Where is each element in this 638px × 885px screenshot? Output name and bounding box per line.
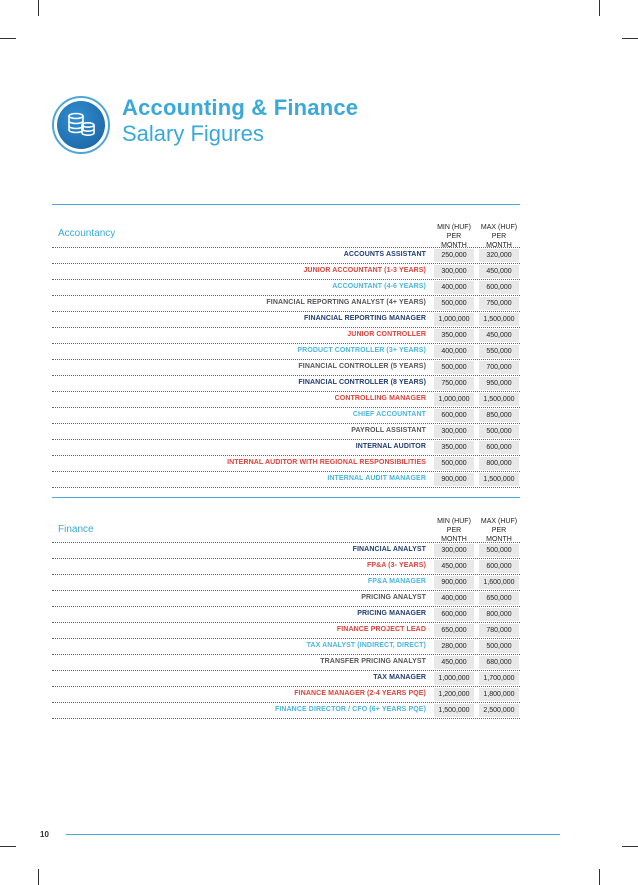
- job-title: JUNIOR CONTROLLER: [347, 331, 426, 338]
- job-title: FINANCE PROJECT LEAD: [336, 626, 426, 633]
- min-salary-cell: 900,000: [434, 473, 474, 486]
- max-salary-cell: 850,000: [479, 409, 519, 422]
- page-title: Accounting & Finance: [122, 95, 359, 120]
- min-salary-cell: 300,000: [434, 265, 474, 278]
- min-salary-cell: 500,000: [434, 361, 474, 374]
- table-row: [52, 687, 520, 703]
- min-salary-cell: 600,000: [434, 409, 474, 422]
- max-salary-cell: 500,000: [479, 640, 519, 653]
- min-salary-cell: 450,000: [434, 560, 474, 573]
- header-line: MONTH: [441, 242, 467, 249]
- job-title: INTERNAL AUDITOR WITH REGIONAL RESPONSIBILITIES: [227, 459, 426, 466]
- job-title: ACCOUNTS ASSISTANT: [343, 251, 426, 258]
- min-salary-cell: 650,000: [434, 624, 474, 637]
- crop-mark: [0, 38, 16, 39]
- min-salary-cell: 400,000: [434, 345, 474, 358]
- crop-mark: [599, 869, 600, 885]
- header-line: MIN (HUF): [437, 518, 471, 525]
- job-title: INTERNAL AUDIT MANAGER: [327, 475, 426, 482]
- table-row: [52, 472, 520, 488]
- table-row: [52, 264, 520, 280]
- job-title: INTERNAL AUDITOR: [355, 443, 426, 450]
- max-salary-cell: 550,000: [479, 345, 519, 358]
- header-line: MAX (HUF): [480, 518, 518, 525]
- min-salary-cell: 500,000: [434, 297, 474, 310]
- crop-mark: [599, 0, 600, 16]
- min-salary-cell: 450,000: [434, 656, 474, 669]
- table-row: [52, 280, 520, 296]
- table-row: [52, 559, 520, 575]
- max-salary-cell: 450,000: [479, 265, 519, 278]
- table-row: [52, 456, 520, 472]
- max-salary-cell: 1,800,000: [479, 688, 519, 701]
- page-number: 10: [40, 830, 49, 839]
- max-salary-cell: 2,500,000: [479, 704, 519, 717]
- min-salary-cell: 1,500,000: [434, 704, 474, 717]
- max-salary-cell: 1,500,000: [479, 473, 519, 486]
- table-row: [52, 591, 520, 607]
- header-line: PER: [446, 233, 462, 240]
- header-line: PER: [491, 233, 507, 240]
- table-row: [52, 424, 520, 440]
- page-subtitle: Salary Figures: [122, 121, 264, 146]
- table-row: [52, 248, 520, 264]
- header-line: MAX (HUF): [480, 224, 518, 231]
- min-salary-cell: 300,000: [434, 425, 474, 438]
- job-title: PRICING ANALYST: [361, 594, 426, 601]
- table-row: [52, 703, 520, 719]
- min-column-header: [434, 517, 474, 544]
- job-title: FINANCIAL CONTROLLER (8 YEARS): [298, 379, 426, 386]
- job-title: CONTROLLING MANAGER: [334, 395, 426, 402]
- section-label: Finance: [58, 524, 94, 535]
- section-rule: [52, 497, 520, 498]
- crop-mark: [38, 0, 39, 16]
- job-title: FINANCIAL REPORTING ANALYST (4+ YEARS): [266, 299, 426, 306]
- min-salary-cell: 900,000: [434, 576, 474, 589]
- min-salary-cell: 250,000: [434, 249, 474, 262]
- min-salary-cell: 1,000,000: [434, 393, 474, 406]
- header-line: MONTH: [486, 242, 512, 249]
- job-title: FINANCIAL CONTROLLER (5 YEARS): [298, 363, 426, 370]
- table-row: [52, 312, 520, 328]
- finance-rows: [52, 542, 520, 719]
- table-row: [52, 655, 520, 671]
- max-salary-cell: 650,000: [479, 592, 519, 605]
- min-salary-cell: 300,000: [434, 544, 474, 557]
- max-salary-cell: 800,000: [479, 608, 519, 621]
- min-salary-cell: 400,000: [434, 592, 474, 605]
- max-salary-cell: 600,000: [479, 441, 519, 454]
- max-salary-cell: 500,000: [479, 544, 519, 557]
- min-salary-cell: 280,000: [434, 640, 474, 653]
- table-row: [52, 328, 520, 344]
- max-salary-cell: 780,000: [479, 624, 519, 637]
- job-title: JUNIOR ACCOUNTANT (1-3 YEARS): [303, 267, 426, 274]
- max-salary-cell: 1,500,000: [479, 393, 519, 406]
- table-row: [52, 575, 520, 591]
- max-salary-cell: 750,000: [479, 297, 519, 310]
- header-line: PER: [446, 527, 462, 534]
- crop-mark: [0, 846, 16, 847]
- header-line: MONTH: [441, 536, 467, 543]
- header-line: PER: [491, 527, 507, 534]
- job-title: CHIEF ACCOUNTANT: [352, 411, 426, 418]
- table-row: [52, 296, 520, 312]
- accountancy-section: [52, 204, 520, 483]
- max-column-header: [479, 223, 519, 250]
- table-row: [52, 639, 520, 655]
- job-title: TAX ANALYST (INDIRECT, DIRECT): [306, 642, 426, 649]
- table-row: [52, 623, 520, 639]
- job-title: PRICING MANAGER: [357, 610, 426, 617]
- table-row: [52, 607, 520, 623]
- max-salary-cell: 1,600,000: [479, 576, 519, 589]
- section-label: Accountancy: [58, 228, 116, 239]
- min-salary-cell: 350,000: [434, 329, 474, 342]
- max-salary-cell: 600,000: [479, 560, 519, 573]
- max-salary-cell: 950,000: [479, 377, 519, 390]
- min-salary-cell: 750,000: [434, 377, 474, 390]
- min-salary-cell: 500,000: [434, 457, 474, 470]
- footer-rule: [66, 834, 560, 835]
- job-title: FINANCIAL ANALYST: [352, 546, 426, 553]
- job-title: TAX MANAGER: [373, 674, 426, 681]
- min-salary-cell: 1,000,000: [434, 672, 474, 685]
- header-line: MIN (HUF): [437, 224, 471, 231]
- job-title: ACCOUNTANT (4-6 YEARS): [332, 283, 426, 290]
- max-salary-cell: 320,000: [479, 249, 519, 262]
- crop-mark: [622, 846, 638, 847]
- table-row: [52, 360, 520, 376]
- table-row: [52, 376, 520, 392]
- max-salary-cell: 600,000: [479, 281, 519, 294]
- max-salary-cell: 800,000: [479, 457, 519, 470]
- job-title: FINANCE DIRECTOR / CFO (6+ YEARS PQE): [274, 706, 426, 713]
- min-salary-cell: 1,200,000: [434, 688, 474, 701]
- accountancy-rows: [52, 247, 520, 488]
- max-column-header: [479, 517, 519, 544]
- max-salary-cell: 1,500,000: [479, 313, 519, 326]
- crop-mark: [38, 869, 39, 885]
- min-salary-cell: 1,000,000: [434, 313, 474, 326]
- max-salary-cell: 1,700,000: [479, 672, 519, 685]
- min-salary-cell: 600,000: [434, 608, 474, 621]
- table-row: [52, 440, 520, 456]
- min-salary-cell: 350,000: [434, 441, 474, 454]
- table-row: [52, 671, 520, 687]
- crop-mark: [622, 38, 638, 39]
- header-line: MONTH: [486, 536, 512, 543]
- job-title: TRANSFER PRICING ANALYST: [320, 658, 426, 665]
- job-title: PRODUCT CONTROLLER (3+ YEARS): [297, 347, 426, 354]
- finance-section: [52, 497, 520, 714]
- min-column-header: [434, 223, 474, 250]
- coins-icon: [52, 96, 110, 154]
- min-salary-cell: 400,000: [434, 281, 474, 294]
- job-title: FINANCIAL REPORTING MANAGER: [304, 315, 426, 322]
- max-salary-cell: 680,000: [479, 656, 519, 669]
- job-title: PAYROLL ASSISTANT: [351, 427, 426, 434]
- max-salary-cell: 700,000: [479, 361, 519, 374]
- job-title: FP&A (3- YEARS): [366, 562, 426, 569]
- job-title: FP&A MANAGER: [367, 578, 426, 585]
- table-row: [52, 344, 520, 360]
- max-salary-cell: 450,000: [479, 329, 519, 342]
- table-row: [52, 408, 520, 424]
- job-title: FINANCE MANAGER (2-4 YEARS PQE): [294, 690, 426, 697]
- section-rule: [52, 204, 520, 205]
- max-salary-cell: 500,000: [479, 425, 519, 438]
- table-row: [52, 392, 520, 408]
- table-row: [52, 543, 520, 559]
